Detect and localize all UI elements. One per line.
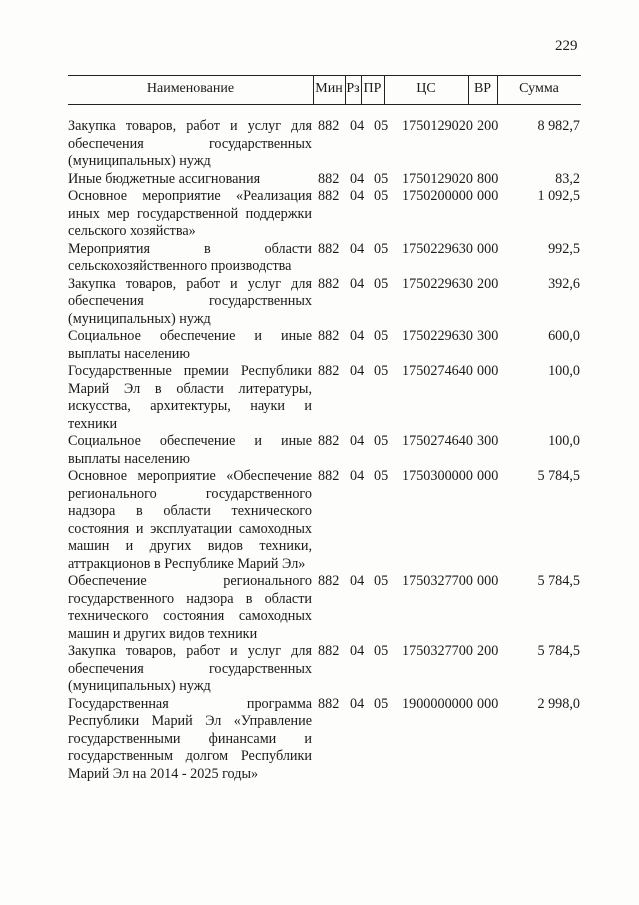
header-cs: ЦС — [416, 81, 436, 96]
row-rz: 04 — [350, 118, 365, 134]
row-sum: 600,0 — [548, 328, 580, 344]
row-sum: 100,0 — [548, 363, 580, 379]
row-sum: 5 784,5 — [537, 468, 580, 484]
row-vr: 200 — [477, 118, 499, 134]
row-pr: 05 — [374, 573, 389, 589]
page-number: 229 — [555, 38, 578, 54]
row-vr: 000 — [477, 695, 499, 712]
row-name: Закупка товаров, работ и услуг для обеспечения государственных (муниципальных) нужд — [68, 118, 312, 169]
row-cs: 1750229630 — [402, 240, 473, 257]
row-pr: 05 — [374, 240, 389, 257]
header-vr: ВР — [473, 81, 492, 96]
table-row — [68, 433, 588, 468]
row-pr: 05 — [374, 275, 389, 292]
row-name: Закупка товаров, работ и услуг для обеспечения государственных (муниципальных) нужд — [68, 275, 312, 327]
row-cs: 1750327700 — [402, 643, 473, 659]
table-row — [68, 171, 588, 189]
row-rz: 04 — [350, 328, 365, 344]
row-rz: 04 — [350, 275, 365, 292]
row-rz: 04 — [350, 468, 365, 484]
row-rz: 04 — [350, 573, 365, 589]
header-pr: ПР — [363, 81, 382, 96]
table-row — [68, 188, 588, 241]
row-cs: 1750274640 — [402, 363, 473, 379]
row-sum: 83,2 — [555, 170, 580, 187]
header-rz: Рз — [346, 81, 360, 96]
row-sum: 100,0 — [548, 433, 580, 449]
row-name: Закупка товаров, работ и услуг для обеспечения государственных (муниципальных) нужд — [68, 643, 312, 694]
table-row — [68, 241, 588, 276]
table-header-bottom-rule — [68, 104, 581, 105]
row-min: 882 — [318, 363, 340, 379]
row-cs: 1750200000 — [402, 188, 473, 204]
row-rz: 04 — [350, 695, 365, 712]
row-name: Обеспечение регионального государственного надзора в области технического состояния самоходных машин и других видов техники — [68, 573, 312, 642]
row-sum: 5 784,5 — [537, 643, 580, 659]
row-rz: 04 — [350, 433, 365, 449]
table-row — [68, 643, 588, 696]
row-name: Социальное обеспечение и иные выплаты населению — [68, 433, 312, 467]
header-sum: Сумма — [519, 81, 559, 96]
row-min: 882 — [318, 573, 340, 589]
row-name: Государственные премии Республики Марий Эл в области литературы, искусства, архитектуры, науки и техники — [68, 363, 312, 432]
row-vr: 200 — [477, 643, 499, 659]
row-min: 882 — [318, 170, 340, 187]
row-pr: 05 — [374, 170, 389, 187]
row-sum: 5 784,5 — [537, 573, 580, 589]
row-name: Государственная программа Республики Марий Эл «Управление государственными финансами и государственным долгом Республики Марий Эл на 2014 - 2025 годы» — [68, 695, 312, 782]
row-name: Основное мероприятие «Реализация иных мер государственной поддержки сельского хозяйства» — [68, 188, 312, 239]
row-min: 882 — [318, 118, 340, 134]
row-name: Мероприятия в области сельскохозяйственного производства — [68, 240, 312, 274]
row-cs: 1750300000 — [402, 468, 473, 484]
row-pr: 05 — [374, 118, 389, 134]
row-rz: 04 — [350, 363, 365, 379]
row-pr: 05 — [374, 695, 389, 712]
row-sum: 1 092,5 — [537, 188, 580, 204]
table-row — [68, 573, 588, 643]
row-cs: 1750129020 — [402, 170, 473, 187]
row-sum: 8 982,7 — [537, 118, 580, 134]
header-min: Мин — [315, 81, 343, 96]
row-min: 882 — [318, 695, 340, 712]
table-row — [68, 328, 588, 363]
row-name: Основное мероприятие «Обеспечение регионального государственного надзора в области технического состояния и эксплуатации самоходных машин и других видов техники, аттракционов в Республике Марий Эл» — [68, 468, 312, 572]
row-cs: 1750327700 — [402, 573, 473, 589]
row-min: 882 — [318, 643, 340, 659]
table-row — [68, 276, 588, 329]
table-row — [68, 468, 588, 573]
row-rz: 04 — [350, 188, 365, 204]
row-min: 882 — [318, 275, 340, 292]
row-name: Иные бюджетные ассигнования — [68, 170, 261, 187]
row-sum: 992,5 — [548, 240, 580, 257]
row-vr: 300 — [477, 328, 499, 344]
row-name: Социальное обеспечение и иные выплаты населению — [68, 328, 312, 362]
row-sum: 2 998,0 — [537, 695, 580, 712]
row-pr: 05 — [374, 328, 389, 344]
row-pr: 05 — [374, 643, 389, 659]
row-vr: 000 — [477, 188, 499, 204]
row-pr: 05 — [374, 468, 389, 484]
row-min: 882 — [318, 328, 340, 344]
row-vr: 000 — [477, 363, 499, 379]
header-name: Наименование — [146, 81, 235, 96]
row-rz: 04 — [350, 170, 365, 187]
row-sum: 392,6 — [548, 275, 580, 292]
row-vr: 000 — [477, 468, 499, 484]
row-min: 882 — [318, 240, 340, 257]
row-pr: 05 — [374, 433, 389, 449]
row-pr: 05 — [374, 188, 389, 204]
row-vr: 300 — [477, 433, 499, 449]
row-vr: 000 — [477, 573, 499, 589]
row-vr: 800 — [477, 170, 499, 187]
table-row — [68, 696, 588, 784]
table-row — [68, 118, 588, 171]
row-cs: 1900000000 — [402, 695, 473, 712]
row-rz: 04 — [350, 240, 365, 257]
row-vr: 000 — [477, 240, 499, 257]
row-cs: 1750274640 — [402, 433, 473, 449]
row-pr: 05 — [374, 363, 389, 379]
row-cs: 1750229630 — [402, 328, 473, 344]
table-header-top-rule — [68, 75, 581, 76]
row-min: 882 — [318, 188, 340, 204]
budget-table-body — [68, 118, 588, 783]
row-min: 882 — [318, 433, 340, 449]
row-cs: 1750129020 — [402, 118, 473, 134]
row-cs: 1750229630 — [402, 275, 473, 292]
row-rz: 04 — [350, 643, 365, 659]
row-vr: 200 — [477, 275, 499, 292]
table-row — [68, 363, 588, 433]
row-min: 882 — [318, 468, 340, 484]
